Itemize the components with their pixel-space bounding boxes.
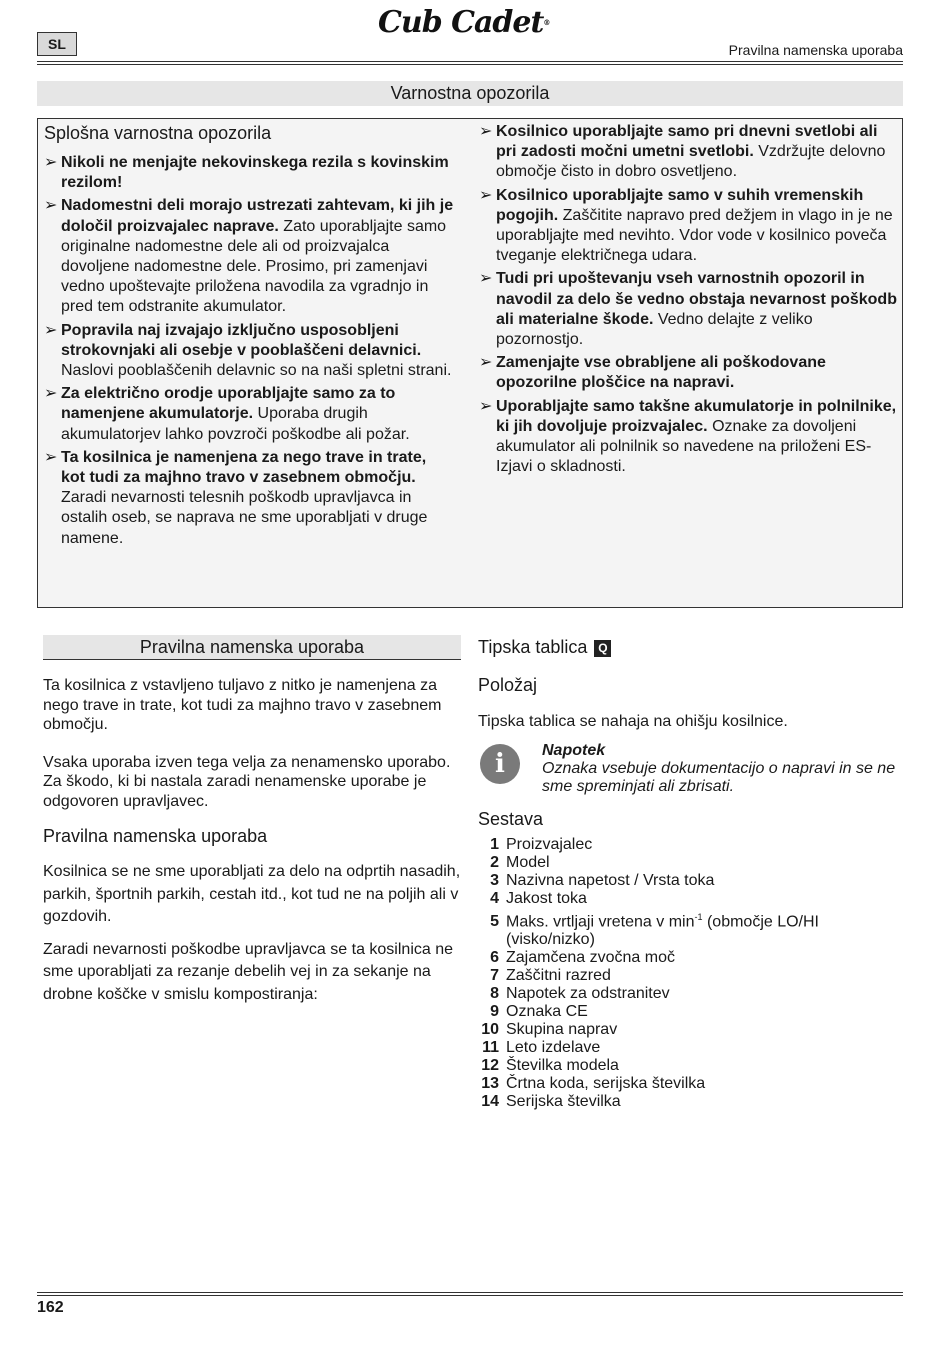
components-heading: Sestava bbox=[478, 809, 544, 829]
safety-left-item bbox=[44, 196, 454, 317]
component-item bbox=[478, 967, 903, 985]
component-item bbox=[478, 1021, 903, 1039]
component-number: 14 bbox=[481, 1093, 499, 1111]
component-item bbox=[478, 908, 903, 949]
component-number: 5 bbox=[490, 913, 499, 931]
safety-right-column bbox=[479, 122, 899, 480]
component-label: Številka modela bbox=[506, 1057, 619, 1075]
component-label: Zajamčena zvočna moč bbox=[506, 949, 675, 967]
safety-left-item-text: Zaradi nevarnosti telesnih poškodb upravljavca in ostalih oseb, se naprava ne sme uporabljati v druge namene. bbox=[61, 489, 428, 547]
arrow-bullet-icon: ➢ bbox=[44, 197, 58, 215]
safety-left-item bbox=[44, 448, 454, 549]
safety-left-item bbox=[44, 153, 454, 193]
component-label: Skupina naprav bbox=[506, 1021, 618, 1039]
arrow-bullet-icon: ➢ bbox=[479, 186, 493, 204]
component-label: Leto izdelave bbox=[506, 1039, 601, 1057]
note-block bbox=[478, 742, 903, 798]
safety-right-item-bold: Zamenjajte vse obrabljene ali poškodovane opozorilne ploščice na napravi. bbox=[496, 354, 826, 392]
registered-mark: ® bbox=[543, 18, 550, 27]
usage-section bbox=[43, 635, 461, 1016]
component-label: Zaščitni razred bbox=[506, 967, 611, 985]
safety-left-item bbox=[44, 384, 454, 445]
logo-text: Cub Cadet bbox=[378, 5, 544, 40]
cub-cadet-logo bbox=[378, 6, 563, 40]
component-item bbox=[478, 1057, 903, 1075]
position-heading: Položaj bbox=[478, 675, 538, 695]
safety-right-item-bold: Tudi pri upoštevanju vseh varnostnih opozoril in navodil za delo še vedno obstaja nevarnost poškodb ali materialne škode. bbox=[496, 270, 897, 328]
safety-right-item bbox=[479, 122, 899, 183]
component-label: Oznaka CE bbox=[506, 1003, 588, 1021]
safety-left-item-bold: Nikoli ne menjajte nekovinskega rezila s kovinskim rezilom! bbox=[61, 154, 449, 192]
safety-right-item-bold: Uporabljajte samo takšne akumulatorje in polnilnike, ki jih dovoljuje proizvajalec. bbox=[496, 397, 897, 435]
safety-left-item-bold: Za električno orodje uporabljajte samo za to namenjene akumulatorje. bbox=[61, 385, 396, 423]
safety-left-item bbox=[44, 321, 454, 382]
header-title: Pravilna namenska uporaba bbox=[728, 42, 903, 58]
component-item bbox=[478, 985, 903, 1003]
component-label: Maks. vrtljaji vretena v min bbox=[506, 913, 695, 931]
component-item bbox=[478, 949, 903, 967]
arrow-bullet-icon: ➢ bbox=[44, 448, 58, 466]
position-text: Tipska tablica se nahaja na ohišju kosilnice. bbox=[478, 713, 788, 730]
safety-right-item bbox=[479, 186, 899, 267]
component-label-suffix: (območje LO/HI (visko/nizko) bbox=[506, 913, 819, 949]
arrow-bullet-icon: ➢ bbox=[479, 397, 493, 415]
arrow-bullet-icon: ➢ bbox=[479, 123, 493, 140]
header-rule bbox=[37, 64, 903, 65]
safety-right-item-bold: Kosilnico uporabljajte samo pri dnevni svetlobi ali pri zadosti močni umetni svetlobi. bbox=[496, 123, 878, 161]
safety-left-list bbox=[44, 153, 454, 549]
component-label: Model bbox=[506, 854, 550, 871]
component-number: 2 bbox=[490, 854, 499, 871]
usage-paragraph-2: Vsaka uporaba izven tega velja za nenamensko uporabo. Za škodo, ki bi nastala zaradi nenamenske uporabe je odgovoren upravljavec. bbox=[43, 753, 451, 810]
safety-right-item bbox=[479, 397, 899, 478]
component-number: 4 bbox=[490, 890, 499, 907]
component-number: 1 bbox=[490, 836, 499, 853]
component-label: Proizvajalec bbox=[506, 836, 593, 853]
footer-rule bbox=[37, 1295, 903, 1296]
safety-left-item-text: Naslovi pooblaščenih delavnic so na naši spletni strani. bbox=[61, 362, 452, 380]
note-text: Oznaka vsebuje dokumentacijo o napravi in se ne sme spreminjati ali zbrisati. bbox=[542, 760, 896, 795]
component-item bbox=[478, 890, 903, 908]
header-rule bbox=[37, 61, 903, 62]
component-number: 9 bbox=[490, 1003, 499, 1021]
component-item bbox=[478, 1075, 903, 1093]
typeplate-heading bbox=[478, 636, 903, 658]
usage-banner: Pravilna namenska uporaba bbox=[43, 635, 461, 660]
component-item bbox=[478, 836, 903, 854]
components-list bbox=[478, 836, 903, 1111]
footer-rule bbox=[37, 1292, 903, 1293]
component-number: 10 bbox=[481, 1021, 499, 1039]
component-item bbox=[478, 1003, 903, 1021]
component-label: Napotek za odstranitev bbox=[506, 985, 670, 1003]
typeplate-heading-text: Tipska tablica bbox=[478, 637, 588, 657]
safety-right-item-text: Vzdržujte delovno območje čisto in dobro osvetljeno. bbox=[496, 143, 886, 181]
component-item bbox=[478, 1093, 903, 1111]
typeplate-section bbox=[478, 636, 903, 1111]
info-icon: i bbox=[480, 744, 520, 784]
component-item bbox=[478, 854, 903, 872]
note-content bbox=[542, 742, 902, 796]
safety-left-item-text: Uporaba drugih akumulatorjev lahko povzroči poškodbe ali požar. bbox=[61, 405, 410, 443]
safety-left-heading: Splošna varnostna opozorila bbox=[44, 123, 272, 143]
language-tag: SL bbox=[37, 32, 77, 56]
safety-banner: Varnostna opozorila bbox=[37, 81, 903, 106]
safety-right-item-text: Oznake za dovoljeni akumulator ali polnilnik so navedene na priloženi ES-Izjavi o skladnosti. bbox=[496, 417, 872, 476]
arrow-bullet-icon: ➢ bbox=[479, 270, 493, 288]
component-number: 11 bbox=[482, 1039, 499, 1057]
safety-left-item-bold: Popravila naj izvajajo izključno usposobljeni strokovnjaki ali osebje v pooblaščeni delavnici. bbox=[61, 321, 422, 359]
component-item bbox=[478, 872, 903, 890]
note-title: Napotek bbox=[542, 742, 606, 759]
safety-right-list bbox=[479, 122, 899, 477]
safety-left-item-text: Zato uporabljajte samo originalne nadomestne dele ali od proizvajalca dovoljene nadomestne dele. Prosimo, pri zamenjavi vedno upoštevajte priložena navodila za vgradnjo in pred tem odstranite akumulator. bbox=[61, 217, 447, 316]
usage-heading-2: Pravilna namenska uporaba bbox=[43, 826, 268, 846]
safety-left-item-bold: Nadomestni deli morajo ustrezati zahtevam, ki jih je določil proizvajalec naprave. bbox=[61, 197, 454, 235]
component-label: Črtna koda, serijska številka bbox=[506, 1075, 706, 1093]
arrow-bullet-icon: ➢ bbox=[44, 154, 58, 171]
component-label: Serijska številka bbox=[506, 1093, 621, 1111]
component-number: 13 bbox=[481, 1075, 499, 1093]
component-number: 12 bbox=[481, 1057, 499, 1075]
component-number: 3 bbox=[490, 872, 499, 889]
usage-paragraph-1: Ta kosilnica z vstavljeno tuljavo z nitko je namenjena za nego trave in trate, kot tudi za majhno travo v zasebnem območju. bbox=[43, 677, 442, 733]
component-label: Nazivna napetost / Vrsta toka bbox=[506, 872, 715, 889]
safety-left-column bbox=[44, 122, 454, 552]
safety-left-item-bold: Ta kosilnica je namenjena za nego trave in trate, kot tudi za majhno travo v zasebnem območju. bbox=[61, 448, 427, 487]
safety-right-item bbox=[479, 269, 899, 350]
arrow-bullet-icon: ➢ bbox=[44, 321, 58, 339]
arrow-bullet-icon: ➢ bbox=[44, 385, 58, 403]
page-number: 162 bbox=[37, 1299, 64, 1316]
safety-box bbox=[37, 118, 903, 608]
safety-right-item-bold: Kosilnico uporabljajte samo v suhih vremenskih pogojih. bbox=[496, 186, 864, 224]
component-superscript: -1 bbox=[694, 912, 703, 922]
component-number: 7 bbox=[490, 967, 499, 985]
safety-right-item-text: Zaščitite napravo pred dežjem in vlago in je ne uporabljajte med nevihto. Vdor vode v kosilnico poveča tveganje električnega udara. bbox=[496, 206, 893, 265]
usage-paragraph-3: Kosilnica se ne sme uporabljati za delo na odprtih nasadih, parkih, športnih parkih, cestah itd., kot tud ne na poljih ali v gozdovih. bbox=[43, 863, 461, 925]
component-label: Jakost toka bbox=[506, 890, 587, 907]
component-item bbox=[478, 1039, 903, 1057]
component-number: 6 bbox=[490, 949, 499, 967]
component-number: 8 bbox=[490, 985, 499, 1003]
usage-paragraph-4: Zaradi nevarnosti poškodbe upravljavca se ta kosilnica ne sme uporabljati za rezanje debelih vej in za sekanje na drobne koščke v smislu kompostiranja: bbox=[43, 940, 454, 1003]
safety-right-item-text: Vedno delajte z veliko pozornostjo. bbox=[496, 310, 813, 349]
figure-ref-badge: Q bbox=[594, 640, 611, 657]
arrow-bullet-icon: ➢ bbox=[479, 354, 493, 372]
safety-right-item bbox=[479, 353, 899, 393]
